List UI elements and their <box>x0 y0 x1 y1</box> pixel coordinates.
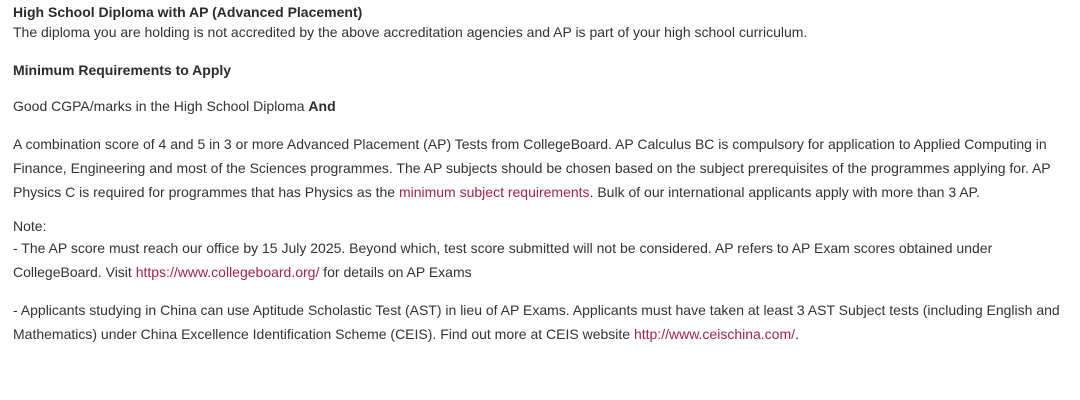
min-requirements-heading: Minimum Requirements to Apply <box>13 62 232 78</box>
requirement-diploma-text: Good CGPA/marks in the High School Diploma <box>13 98 309 114</box>
ap-combination-text-end: . Bulk of our international applicants apply with more than 3 AP. <box>589 184 980 200</box>
ceis-website-link[interactable]: http://www.ceischina.com/ <box>633 326 796 342</box>
note-ap-score-text: - The AP score must reach our office by 15 July 2025. Beyond which, test score submitted will not be considered. AP refers to AP Exam scores obtained under CollegeBoard. Visit <box>13 240 993 280</box>
note-label: Note: <box>13 218 47 234</box>
note-china-ast-text-end: . <box>795 326 799 342</box>
intro-text: The diploma you are holding is not accredited by the above accreditation agencies and AP is part of your high school curriculum. <box>13 24 808 40</box>
section-title: High School Diploma with AP (Advanced Placement) <box>13 4 363 20</box>
note-ap-score-deadline <box>13 236 1067 284</box>
minimum-subject-requirements-link[interactable]: minimum subject requirements <box>398 184 590 200</box>
note-ap-score-text-end: for details on AP Exams <box>319 264 472 280</box>
requirement-and-label: And <box>308 98 336 114</box>
collegeboard-link[interactable]: https://www.collegeboard.org/ <box>135 264 320 280</box>
note-china-ast <box>13 298 1067 346</box>
requirement-diploma <box>13 96 1067 116</box>
ap-combination-text: A combination score of 4 and 5 in 3 or more Advanced Placement (AP) Tests from CollegeBoard. AP Calculus BC is compulsory for application to Applied Computing in Finance, Engineering and most of the Sciences programmes. The AP subjects should be chosen based on the subject prerequisites of the programmes applying for. AP Physics C is required for programmes that has Physics as the <box>13 136 1051 200</box>
ap-combination-paragraph <box>13 132 1067 204</box>
note-china-ast-text: - Applicants studying in China can use Aptitude Scholastic Test (AST) in lieu of AP Exams. Applicants must have taken at least 3 AST Subject tests (including English and Mathematics) under China Excellence Identification Scheme (CEIS). Find out more at CEIS website <box>13 302 1060 342</box>
